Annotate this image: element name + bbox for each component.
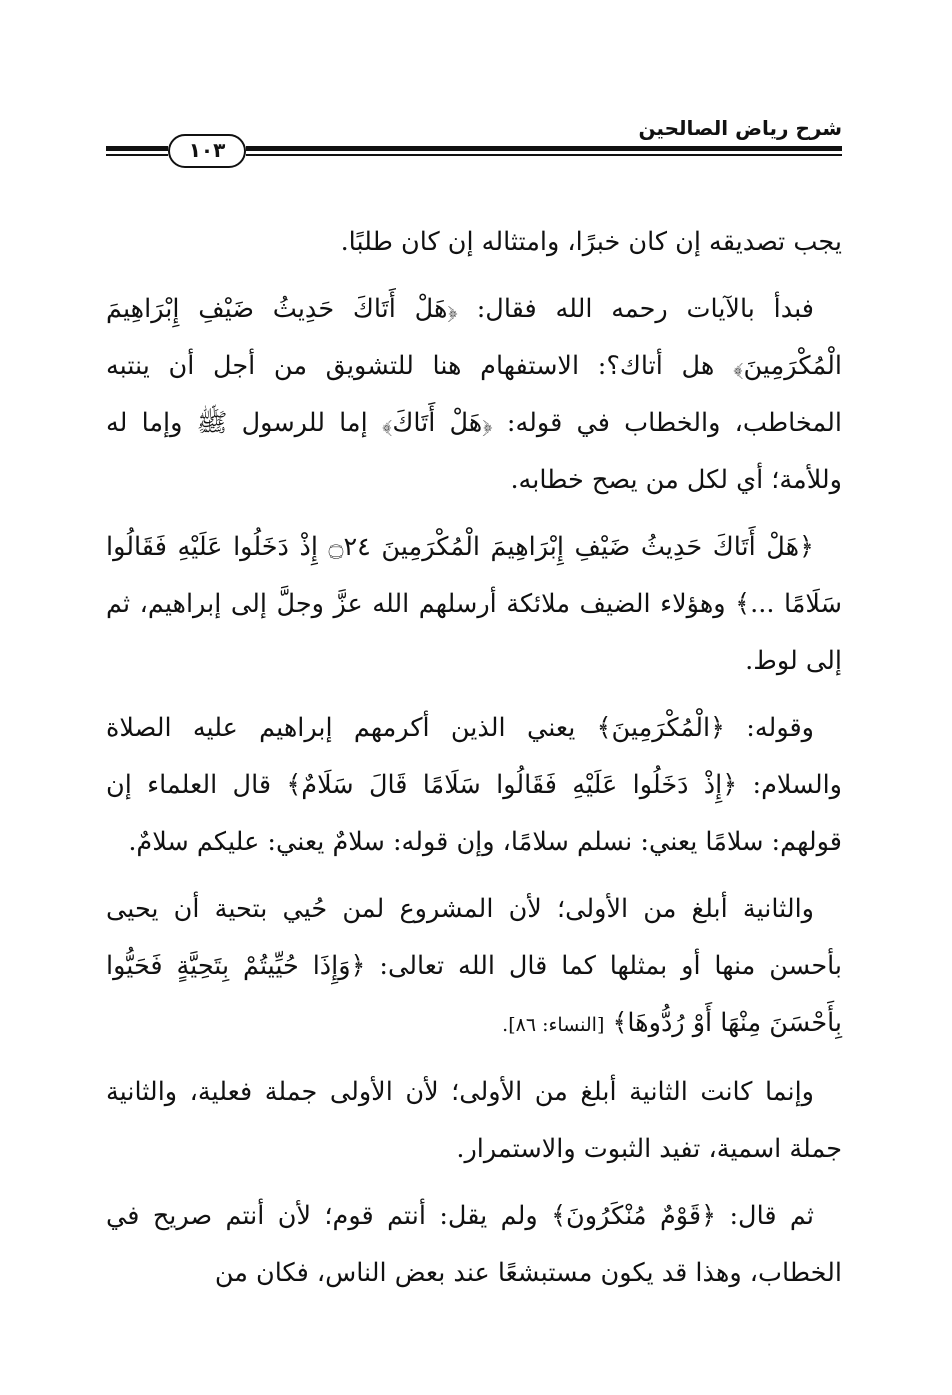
header-rule-left-thin [106,154,168,156]
running-title: شرح رياض الصالحين [638,116,842,140]
page-number: ١٠٣ [168,134,246,168]
quran-reference: [النساء: ٨٦]. [502,1014,605,1036]
paragraph: وقوله: ﴿الْمُكْرَمِينَ﴾ يعني الذين أكرمهم إبراهيم عليه الصلاة والسلام: ﴿إِذْ دَخَلُوا عَلَيْهِ فَقَالُوا سَلَامًا قَالَ سَلَامٌ﴾ قال العلماء إن قولهم: سلامًا يعني: نسلم سلامًا، وإن قوله: سلامٌ يعني: عليكم سلامٌ. [106,713,842,857]
body-text [106,214,842,1312]
paragraph: فبدأ بالآيات رحمه الله فقال: ﴿هَلْ أَتَاكَ حَدِيثُ ضَيْفِ إِبْرَاهِيمَ الْمُكْرَمِينَ﴾ هل أتاك؟: الاستفهام هنا للتشويق من أجل أن ينتبه المخاطب، والخطاب في قوله: ﴿هَلْ أَتَاكَ﴾ إما للرسول ﷺ وإما له وللأمة؛ أي لكل من يصح خطابه. [106,294,842,495]
header-rule-thick [246,146,842,151]
header-rule-left-thick [106,146,168,151]
paragraph [106,881,842,1054]
header-rule-thin [246,154,842,156]
paragraph: يجب تصديقه إن كان خبرًا، وامتثاله إن كان طلبًا. [340,227,842,257]
paragraph: ﴿هَلْ أَتَاكَ حَدِيثُ ضَيْفِ إِبْرَاهِيمَ الْمُكْرَمِينَ ۝٢٤ إِذْ دَخَلُوا عَلَيْهِ فَقَالُوا سَلَامًا ...﴾ وهؤلاء الضيف ملائكة أرسلهم الله عزَّ وجلَّ إلى إبراهيم، ثم إلى لوط. [106,532,842,676]
paragraph: ثم قال: ﴿قَوْمٌ مُنْكَرُونَ﴾ ولم يقل: أنتم قوم؛ لأن أنتم صريح في الخطاب، وهذا قد يكون مستبشعًا عند بعض الناس، فكان من [106,1201,842,1288]
page-header [0,0,952,170]
paragraph: وإنما كانت الثانية أبلغ من الأولى؛ لأن الأولى جملة فعلية، والثانية جملة اسمية، تفيد الثبوت والاستمرار. [106,1077,842,1164]
paragraph-text: والثانية أبلغ من الأولى؛ لأن المشروع لمن حُيي بتحية أن يحيى بأحسن منها أو بمثلها كما قال الله تعالى: ﴿وَإِذَا حُيِّيتُمْ بِتَحِيَّةٍ فَحَيُّوا بِأَحْسَنَ مِنْهَا أَوْ رُدُّوهَا﴾ [106,894,842,1038]
